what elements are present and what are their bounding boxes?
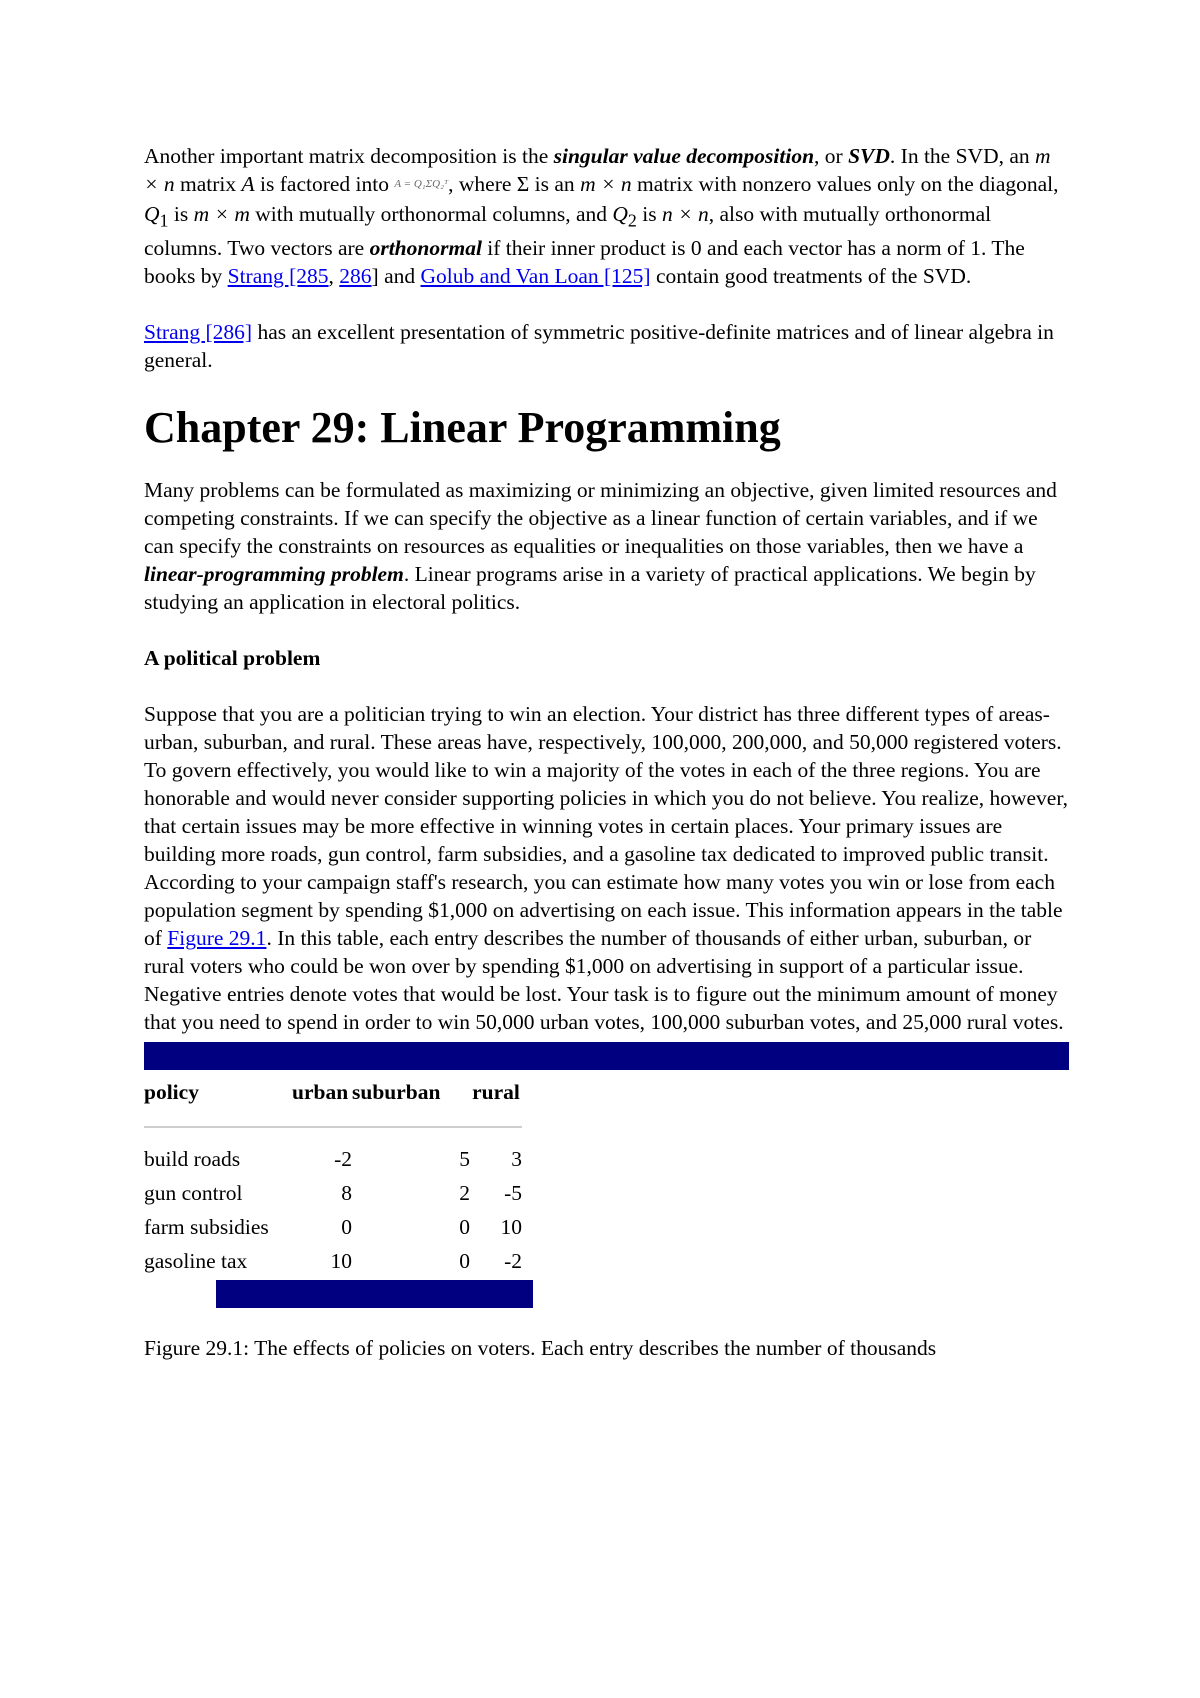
svd-formula-image: A = Q₁ΣQ₂ᵀ — [394, 178, 449, 191]
figure-caption: Figure 29.1: The effects of policies on voters. Each entry describes the number of thousands — [144, 1336, 937, 1361]
column-header: rural — [472, 1080, 520, 1105]
term-linear-programming: linear-programming problem — [144, 562, 404, 587]
table-header-bar — [144, 1042, 1069, 1070]
term-svd-abbrev: SVD — [848, 144, 890, 168]
link-strang-286[interactable]: 286 — [339, 264, 372, 289]
link-strang-285[interactable]: Strang [285 — [227, 264, 329, 289]
politician-paragraph: Suppose that you are a politician trying to win an election. Your district has three different types of areas-urban, suburban, and rural. These areas have, respectively, 100,000, 200,000, and 50,000 registered voters. To govern effectively, you would like to win a majority of the votes in each of the three regions. You are honorable and would never consider supporting policies in which you do not believe. You realize, however, that certain issues may be more effective in winning votes in certain places. Your primary issues are building more roads, gun control, farm subsidies, and a gasoline tax dedicated to improved public transit. According to your campaign staff's research, you can estimate how many votes you win or lose from each population segment by spending $1,000 on advertising on each issue. This information appears in the table of Figure 29.1. In this table, each entry describes the number of thousands of either urban, suburban, or rural voters who could be won over by spending $1,000 on advertising in support of a particular issue. Negative entries denote votes that would be lost. Your task is to figure out the minimum amount of money that you need to spend in order to win 50,000 urban votes, 100,000 suburban votes, and 25,000 rural votes. — [144, 702, 1069, 1035]
table-row: gun control 8 2 -5 — [144, 1181, 522, 1206]
column-header: urban — [292, 1080, 349, 1105]
table-row: build roads -2 5 3 — [144, 1147, 522, 1172]
policy-table — [144, 1078, 522, 1278]
table-header-row — [144, 1078, 522, 1106]
section-heading: A political problem — [144, 646, 321, 671]
term-svd: singular value decomposition — [553, 144, 815, 168]
table-row: gasoline tax 10 0 -2 — [144, 1249, 522, 1274]
chapter-title: Chapter 29: Linear Programming — [144, 403, 781, 453]
strang-paragraph: Strang [286] has an excellent presentation of symmetric positive-definite matrices and of linear algebra in general. — [144, 320, 1054, 373]
intro-paragraph: Many problems can be formulated as maximizing or minimizing an objective, given limited resources and competing constraints. If we can specify the objective as a linear function of certain variables, and if we can specify the constraints on resources as equalities or inequalities on those variables, then we have a linear-programming problem. Linear programs arise in a variety of practical applications. We begin by studying an application in electoral politics. — [144, 478, 1057, 615]
column-header: policy — [144, 1080, 199, 1105]
table-row: farm subsidies 0 0 10 — [144, 1215, 522, 1240]
document-page — [144, 142, 1069, 1390]
table-footer-bar — [216, 1280, 533, 1308]
svd-paragraph: Another important matrix decomposition is the singular value decomposition, or SVD. In the SVD, an m × n matrix A is factored into A = Q₁ΣQ₂ᵀ, where Σ is an m × n matrix with nonzero values only on the diagonal, $Q_1$ is m × m with mutually orthonormal columns, and $Q_2$ is n × n, also with mutually orthonormal columns. Two vectors are orthonormal if their inner product is 0 and each vector has a norm of 1. The books by Strang [285, 286] and Golub and Van Loan [125] contain good treatments of the SVD. — [144, 144, 1059, 289]
link-strang-286-b[interactable]: Strang [286] — [144, 320, 253, 345]
link-figure-29-1[interactable]: Figure 29.1 — [167, 926, 267, 951]
column-header: suburban — [352, 1080, 441, 1105]
term-orthonormal: orthonormal — [369, 236, 482, 261]
text: Another important matrix decomposition is the — [144, 144, 554, 168]
link-golub-van-loan[interactable]: Golub and Van Loan [125] — [420, 264, 651, 289]
